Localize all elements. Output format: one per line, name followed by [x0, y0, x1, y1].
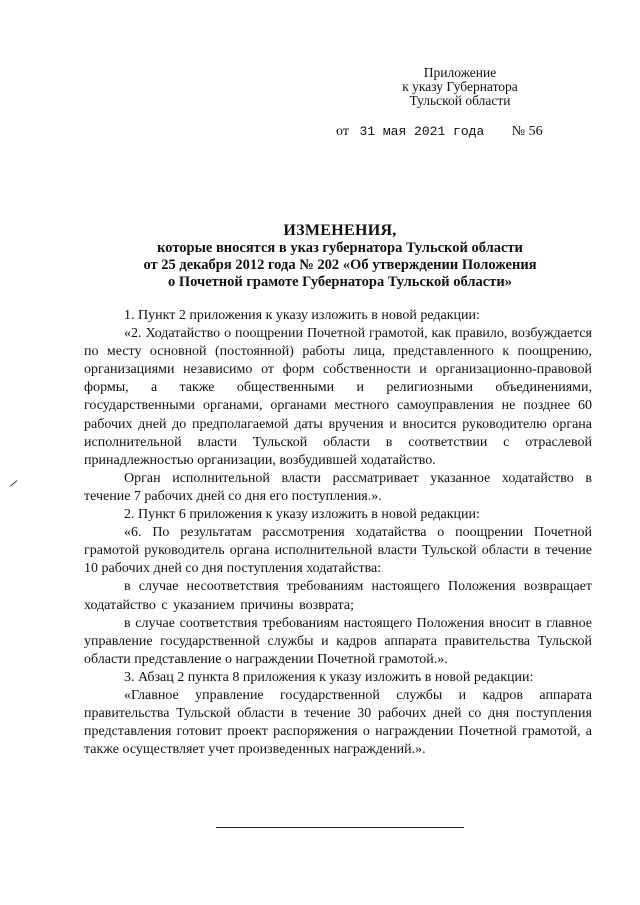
decree-number: № 56: [511, 124, 543, 139]
paragraph-clause-2: «2. Ходатайство о поощрении Почетной грамотой, как правило, возбуждается по месту основной (постоянной) работы лица, представленного к поощрению, организациями независимо от форм собственности и организационно-правовой формы, а также общественными и религиозными объединениями, государственными органами, органами местного самоуправления не позднее 60 рабочих дней до предполагаемой даты вручения и вносится руководителю органа исполнительной власти Тульской области в соответствии с отраслевой принадлежностью организации, возбудившей ходатайство.: [84, 326, 592, 468]
decree-date: 31 мая 2021 года: [359, 124, 485, 139]
appendix-label: Приложение: [423, 65, 497, 80]
paragraph-item-2: 2. Пункт 6 приложения к указу изложить в новой редакции:: [124, 507, 480, 523]
paragraph-item-1: 1. Пункт 2 приложения к указу изложить в новой редакции:: [124, 308, 480, 323]
document-title: [100, 222, 580, 291]
paragraph-clause-6-submit: в случае соответствия требованиям настоящего Положения вносит в главное управление государственной службы и кадров аппарата правительства Тульской области представление о награждении Почетной грамотой.».: [84, 615, 592, 667]
paragraph-clause-2-review: Орган исполнительной власти рассматривает указанное ходатайство в течение 7 рабочих дней со дня его поступления.».: [84, 470, 592, 504]
paragraph-clause-6: «6. По результатам рассмотрения ходатайства о поощрении Почетной грамотой руководитель органа исполнительной власти Тульской области в течение 10 рабочих дней со дня поступления ходатайства:: [84, 525, 592, 577]
margin-pen-mark: [10, 480, 18, 487]
paragraph-item-3: 3. Абзац 2 пункта 8 приложения к указу изложить в новой редакции:: [124, 669, 534, 685]
paragraph-clause-8: «Главное управление государственной службы и кадров аппарата правительства Тульской области в течение 30 рабочих дней со дня поступления представления готовит проект распоряжения о награждении Почетной грамотой, а также осуществляет учет произведенных награждений.».: [84, 687, 592, 758]
paragraph-clause-6-return: в случае несоответствия требованиям настоящего Положения возвращает ходатайство с указанием причины возврата;: [84, 579, 592, 613]
date-prefix: от: [336, 124, 349, 139]
appendix-decree-ref: к указу Губернатора: [402, 79, 518, 94]
title-line-3: о Почетной грамоте Губернатора Тульской области»: [168, 274, 512, 290]
appendix-region: Тульской области: [409, 93, 511, 108]
title-line-1: которые вносятся в указ губернатора Тульской области: [157, 240, 523, 256]
appendix-header: [386, 66, 534, 108]
decree-date-line: [336, 124, 543, 140]
end-separator-line: [216, 827, 464, 828]
title-main: ИЗМЕНЕНИЯ,: [283, 222, 397, 239]
document-body: [84, 307, 592, 759]
title-line-2: от 25 декабря 2012 года № 202 «Об утверждении Положения: [143, 257, 537, 273]
